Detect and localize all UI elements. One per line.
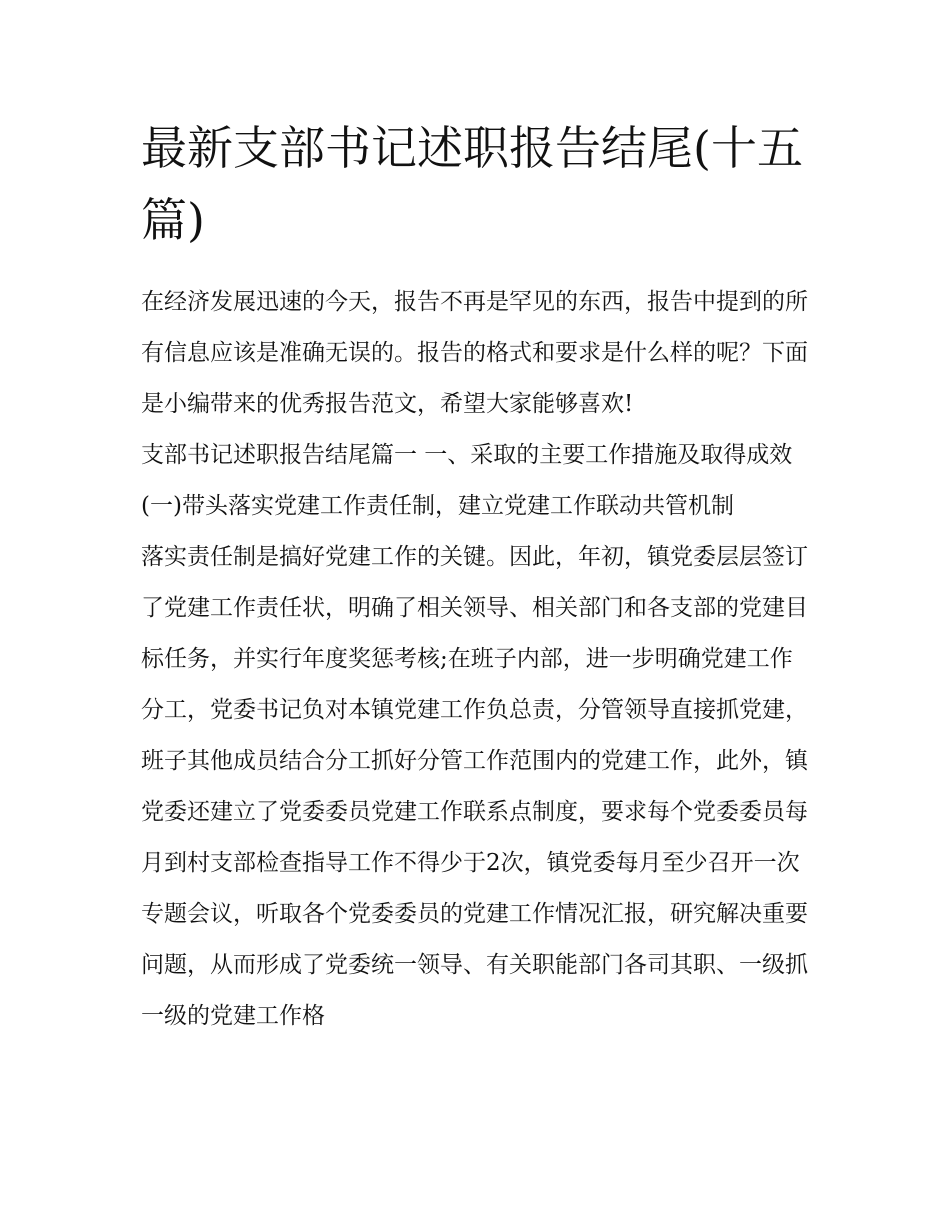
paragraph-intro: 在经济发展迅速的今天，报告不再是罕见的东西，报告中提到的所有信息应该是准确无误的。报告的格式和要求是什么样的呢？下面是小编带来的优秀报告范文，希望大家能够喜欢! [141, 289, 808, 417]
paragraph-responsibility: 落实责任制是搞好党建工作的关键。因此，年初，镇党委层层签订了党建工作责任状，明确了相关领导、相关部门和各支部的党建目标任务，并实行年度奖惩考核;在班子内部，进一步明确党建工作分工，党委书记负对本镇党建工作负总责，分管领导直接抓党建，班子其他成员结合分工抓好分管工作范围内的党建工作，此外，镇党委还建立了党委委员党建工作联系点制度，要求每个党委委员每月到村支部检查指导工作不得少于2次，镇党委每月至少召开一次专题会议，听取各个党委委员的党建工作情况汇报，研究解决重要问题，从而形成了党委统一领导、有关职能部门各司其职、一级抓一级的党建工作格 [141, 544, 808, 1029]
document-body [141, 277, 813, 1042]
document-title: 最新支部书记述职报告结尾(十五篇) [141, 121, 803, 247]
paragraph-section-heading: 支部书记述职报告结尾篇一 一、采取的主要工作措施及取得成效 (一)带头落实党建工作责任制，建立党建工作联动共管机制 [141, 442, 793, 519]
